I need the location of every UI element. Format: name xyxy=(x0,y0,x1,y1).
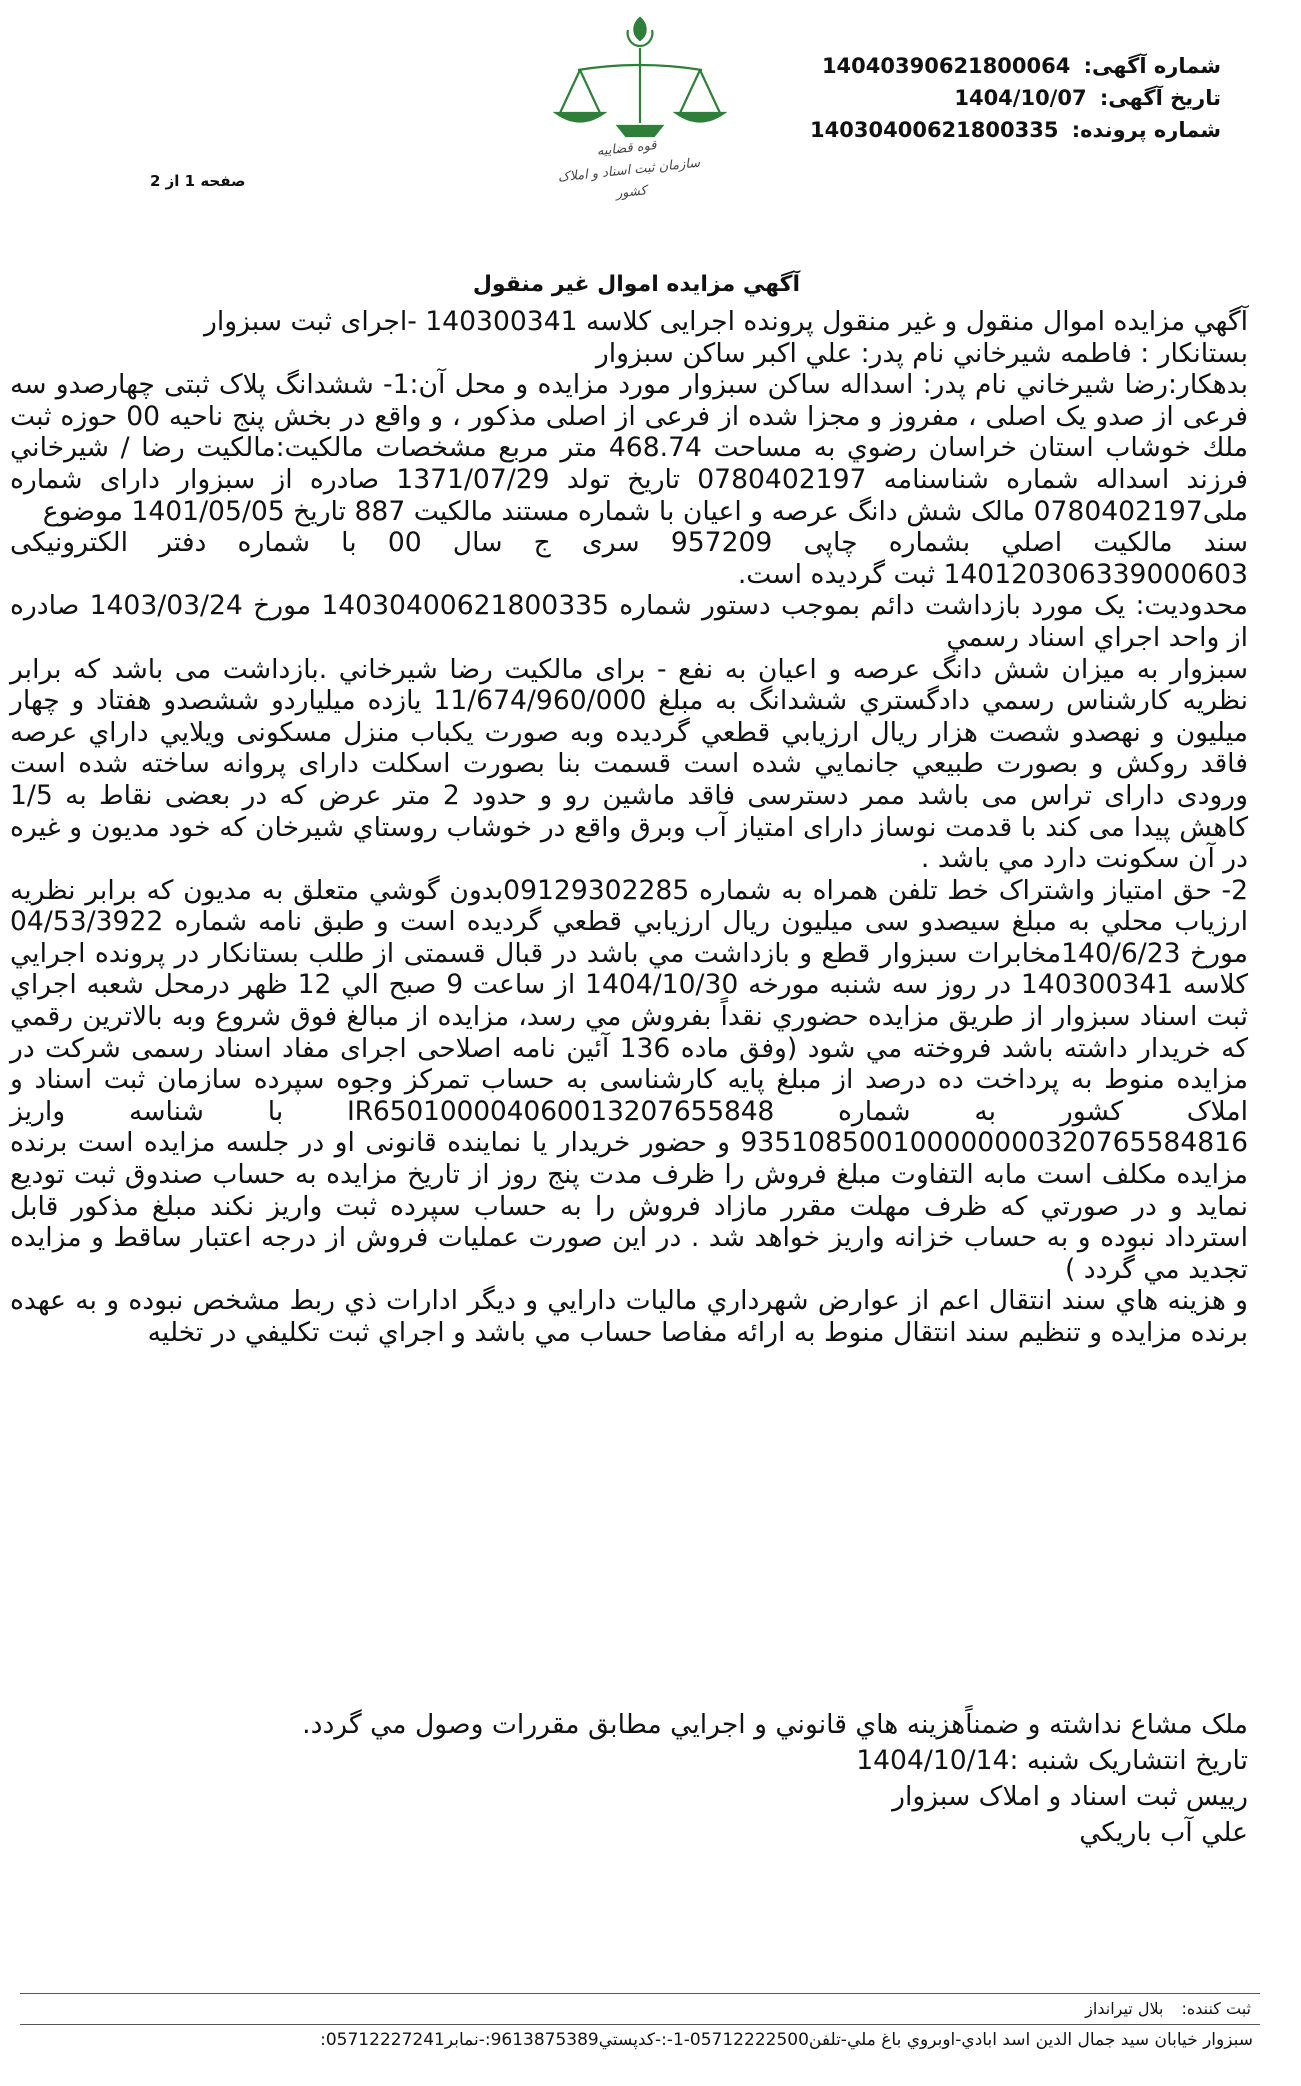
notice-number-row xyxy=(741,50,1221,82)
publish-date-line xyxy=(210,1743,1248,1779)
paragraph-creditor: بستانكار : فاطمه شيرخاني نام پدر: علي اكبر ساكن سبزوار xyxy=(595,337,1248,369)
recorder xyxy=(1085,1999,1251,2018)
notice-date-label: تاریخ آگهی: xyxy=(1099,86,1221,110)
footer-divider xyxy=(20,1993,1260,1994)
paragraph-restriction: محدوديت: يک مورد بازداشت دائم بموجب دستور شماره 14030400621800335 مورخ 1403/03/24 صادره از واحد اجراي اسناد رسمي xyxy=(10,590,1249,653)
publish-date-label: تاريخ انتشاريک شنبه : xyxy=(1009,1745,1248,1776)
publish-date: 1404/10/14 xyxy=(856,1745,1010,1776)
case-number-row xyxy=(741,114,1221,146)
emblem-caption-bottom: سازمان ثبت اسناد و املاک کشور xyxy=(557,155,701,202)
signer-title: رييس ثبت اسناد و املاک سبزوار xyxy=(892,1781,1248,1812)
office-address: سبزوار خيابان سيد جمال الدين اسد ابادي-اوبروي باغ ملي-تلفن05712222500-1-:-كدپستي9613875389:-نمابر05712227241: xyxy=(320,2030,1253,2050)
notice-body xyxy=(10,306,1248,1349)
case-number: 14030400621800335 xyxy=(810,118,1059,142)
recorder-name: بلال تيرانداز xyxy=(1085,1999,1164,2018)
case-number-label: شماره پرونده: xyxy=(1071,118,1221,142)
notice-heading: آگهي مزايده اموال غير منقول xyxy=(472,272,800,297)
paragraph-phone-line-auction: 2- حق امتياز واشتراک خط تلفن همراه به شماره 09129302285بدون گوشي متعلق به مديون كه برابر نظريه ارزياب محلي به مبلغ سيصدو سی ميليون ريال ارزيابي قطعي گرديده است و طبق نامه شماره 04/53/3922 مورخ 140/6/23مخابرات سبزوار قطع و بازداشت مي باشد در قبال قسمتی از طلب بستانكار در پرونده اجرايي كلاسه 140300341 در روز سه شنبه مورخه 1404/10/30 از ساعت 9 صبح الي 12 ظهر درمحل شعبه اجراي ثبت اسناد سبزوار از طريق مزايده حضوري نقداً بفروش مي رسد، مزايده از مبالغ فوق شروع وبه بالاترين رقمي كه خريدار داشته باشد فروخته مي شود (وفق ماده 136 آئين نامه اصلاحی اجرای مفاد اسناد رسمی شركت در مزايده منوط به پرداخت ده درصد از مبلغ پايه كارشناسی به حساب تمركز وجوه سپرده سازمان ثبت اسناد و املاک كشور به شماره IR650100004060013207655848 با شناسه واريز 935108500100000000320765584816 و حضور خريدار يا نماينده قانونی او در جلسه مزايده است برنده مزايده مكلف است مابه التفاوت مبلغ فروش را ظرف مدت پنج روز از تاريخ مزايده به حساب صندوق ثبت توديع نمايد و در صورتي كه ظرف مهلت مقرر مازاد فروش را به حساب سپرده ثبت واريز نكند مبلغ مذكور قابل استرداد نبوده و به حساب خزانه واريز خواهد شد . در اين صورت عمليات فروش از درجه اعتبار ساقط و مزايده تجديد مي گردد ) xyxy=(10,874,1249,1285)
paragraph-subject: آگهي مزايده اموال منقول و غير منقول پرونده اجرايی كلاسه 140300341 -اجرای ثبت سبزوار xyxy=(204,306,1248,337)
notice-date-row xyxy=(741,82,1221,114)
paragraph-debtor-property: بدهكار:رضا شيرخاني نام پدر: اسداله ساكن سبزوار مورد مزايده و محل آن:1- ششدانگ پلاک ثبتی چهارصدو سه فرعی از صدو يک اصلی ، مفروز و مجزا شده از فرعی از اصلی مذكور ، و واقع در بخش پنج ناحيه 00 حوزه ثبت ملك خوشاب استان خراسان رضوي به مساحت 468.74 متر مربع مشخصات مالكيت:مالكيت رضا / شيرخاني فرزند اسداله شماره شناسنامه 0780402197 تاريخ تولد 1371/07/29 صادره از سبزوار دارای شماره ملی0780402197 مالک شش دانگ عرصه و اعيان با شماره مستند مالكيت 887 تاريخ 1401/05/05 موضوع xyxy=(10,369,1249,527)
paragraph-transfer-costs: و هزينه هاي سند انتقال اعم از عوارض شهرداري ماليات دارايي و ديگر ادارات ذي ربط مشخص نبوده و به عهده برنده مزايده و تنظيم سند انتقال منوط به ارائه مفاصا حساب مي باشد و اجراي ثبت تكليفي در تخليه xyxy=(10,1285,1248,1348)
page-count: صفحه 1 از 2 xyxy=(150,172,246,190)
notice-metadata xyxy=(741,50,1221,146)
closing-line: ملک مشاع نداشته و ضمناًهزينه هاي قانوني و اجرايي مطابق مقررات وصول مي گردد. xyxy=(302,1709,1248,1740)
paragraph-valuation: سبزوار به ميزان شش دانگ عرصه و اعيان به نفع - برای مالكيت رضا شيرخاني .بازداشت می باشد كه برابر نظريه كارشناس رسمي دادگستري ششدانگ به مبلغ 11/674/960/000 يازده ميلياردو ششصدو هفتاد و چهار ميليون و نهصدو شصت هزار ريال ارزيابي قطعي گرديده وبه صورت يكباب منزل مسكونی ويلايي داراي عرصه فاقد روكش و بصورت طبيعي جانمايي شده است قسمت بنا بصورت اسكلت دارای پروانه ساخته شده است ورودی دارای تراس می باشد ممر دسترسی فاقد ماشين رو و حدود 2 متر عرض كه در بعضی نقاط به 1/5 كاهش پيدا می كند با قدمت نوساز دارای امتياز آب وبرق واقع در خوشاب روستاي شيرخان كه خود مديون و غيره در آن سكونت دارد مي باشد . xyxy=(10,653,1248,875)
notice-closing xyxy=(210,1707,1248,1851)
emblem-caption xyxy=(541,129,719,231)
emblem-caption-top: قوه قضاییه xyxy=(596,138,658,160)
signer-name: علي آب باريكي xyxy=(1079,1817,1248,1848)
paragraph-ownership-deed: سند مالكيت اصلي بشماره چاپی 957209 سری ج سال 00 با شماره دفتر الكترونيكی 140120306339000603 ثبت گرديده است. xyxy=(10,527,1248,590)
notice-number-label: شماره آگهی: xyxy=(1083,54,1221,78)
footer-divider-2 xyxy=(20,2024,1260,2025)
recorder-label: ثبت كننده: xyxy=(1181,1999,1251,2018)
notice-number: 14040390621800064 xyxy=(821,54,1071,78)
notice-date: 1404/10/07 xyxy=(954,86,1087,110)
